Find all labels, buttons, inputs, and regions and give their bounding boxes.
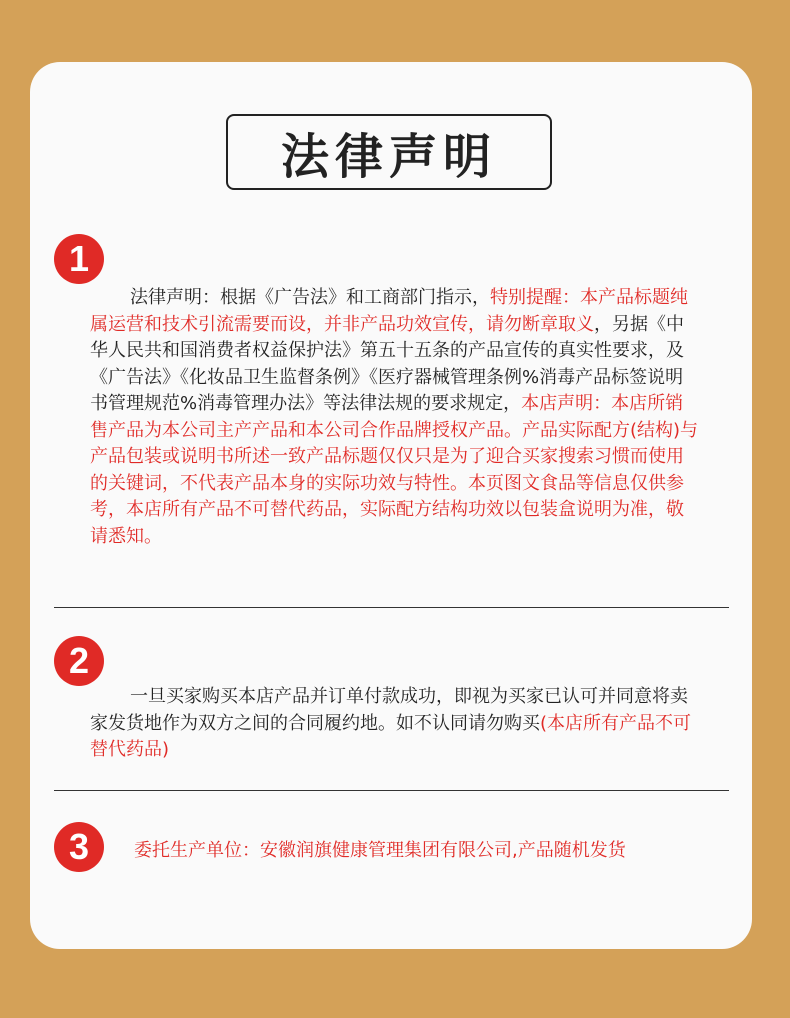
section-2-note: (本店所有产品不可替代药品) xyxy=(90,712,692,760)
section-3-number-badge: 3 xyxy=(54,822,104,872)
section-2-number-badge: 2 xyxy=(54,636,104,686)
section-2-contract-statement: 一旦买家购买本店产品并订单付款成功，即视为买家已认可并同意将卖家发货地作为双方之间的合同履约地。如不认同请勿购买 xyxy=(90,686,688,734)
legal-card xyxy=(30,62,752,949)
section-3-manufacturer: 委托生产单位：安徽润旗健康管理集团有限公司,产品随机发货 xyxy=(134,840,626,861)
section-2-text xyxy=(90,684,700,764)
page-title: 法律声明 xyxy=(226,114,552,190)
section-1-special-reminder: 特别提醒：本产品标题纯属运营和技术引流需要而设，并非产品功效宣传，请勿断章取义 xyxy=(90,287,688,335)
section-divider-2 xyxy=(54,790,729,791)
section-1-intro: 法律声明：根据《广告法》和工商部门指示， xyxy=(130,287,490,308)
section-1-text xyxy=(90,285,700,550)
section-1-law-reference: ，另据《中华人民共和国消费者权益保护法》第五十五条的产品宣传的真实性要求，及《广告法》《化妆品卫生监督条例》《医疗器械管理条例%消毒产品标签说明书管理规范%消毒管理办法》等法律法规的要求规定， xyxy=(90,313,684,414)
section-1-store-statement: 本店声明：本店所销售产品为本公司主产产品和本公司合作品牌授权产品。产品实际配方(结构)与产品包装或说明书所述一致产品标题仅仅只是为了迎合买家搜索习惯而使用的关键词，不代表产品本身的实际功效与特性。本页图文食品等信息仅供参考，本店所有产品不可替代药品，实际配方结构功效以包装盒说明为准，敬请悉知。 xyxy=(90,393,699,547)
section-divider-1 xyxy=(54,607,729,608)
section-1-number-badge: 1 xyxy=(54,234,104,284)
